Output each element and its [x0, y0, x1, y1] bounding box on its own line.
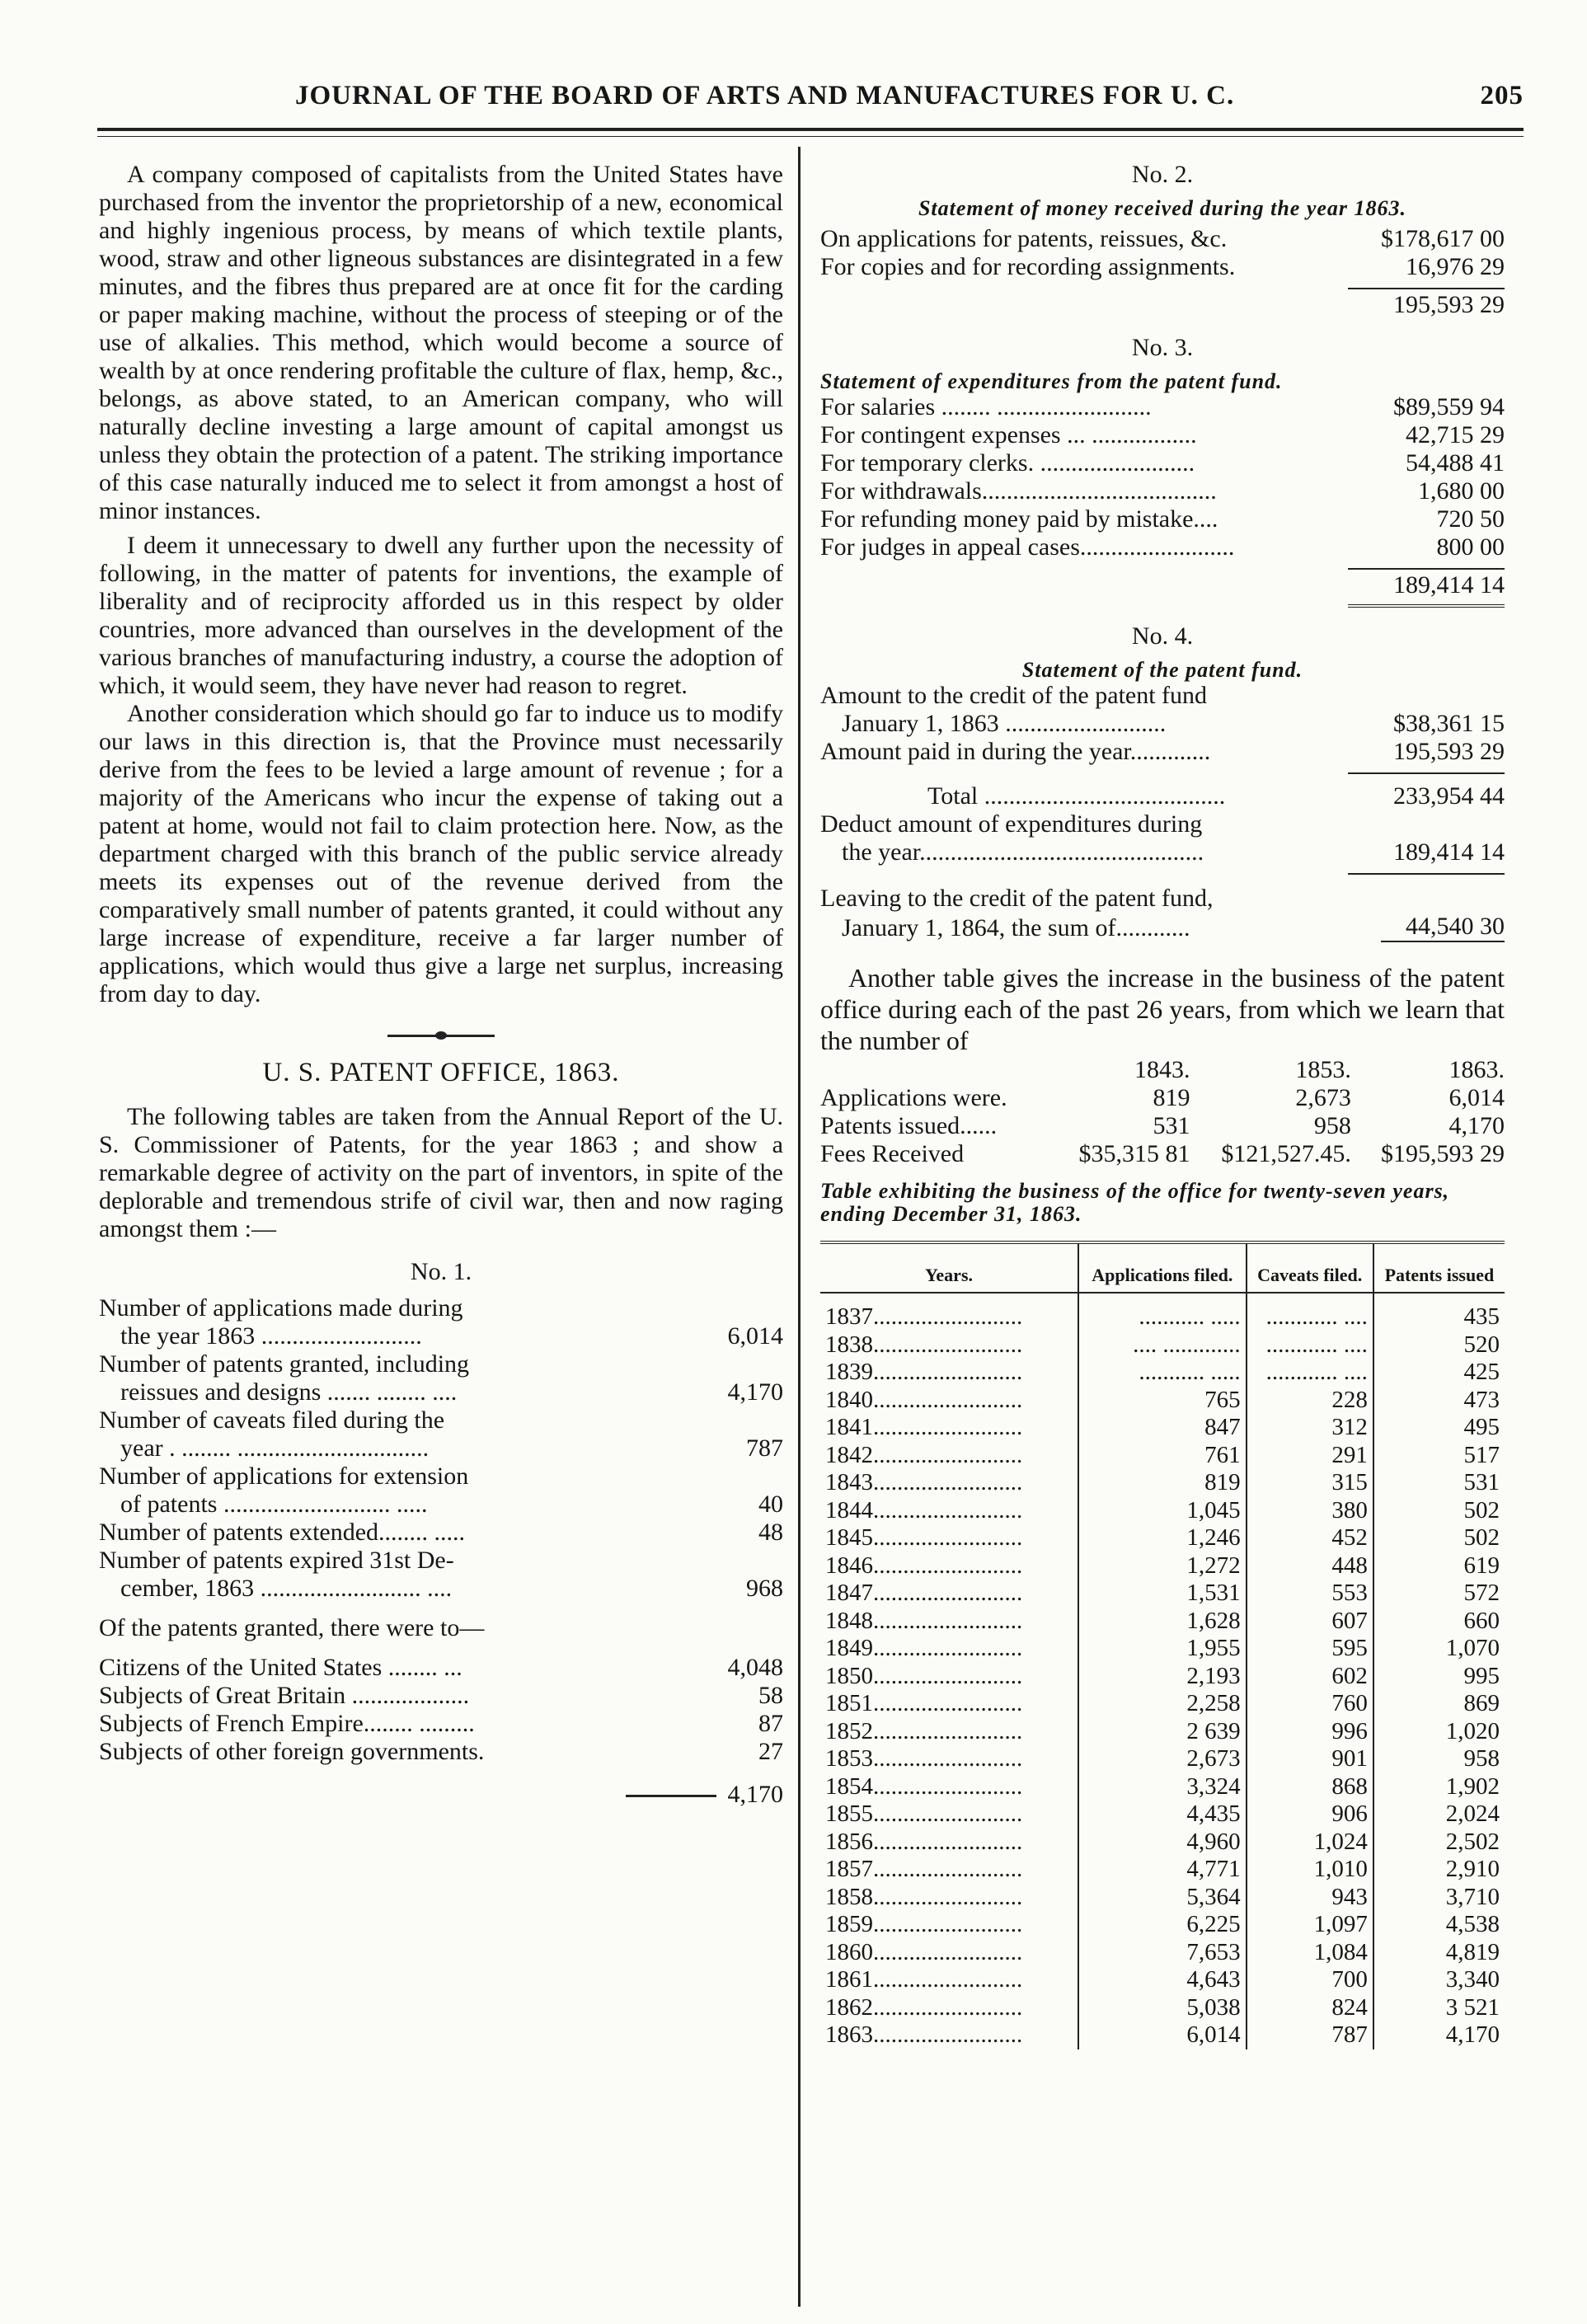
cell-applications: 1,045 — [1078, 1497, 1247, 1525]
no1-item-label: Number of patents granted, including — [99, 1350, 470, 1378]
cell-patents: 495 — [1463, 1414, 1500, 1440]
no4-leaving-label: Leaving to the credit of the patent fund, — [820, 885, 1214, 912]
cell-applications: ........... ..... — [1078, 1359, 1247, 1387]
cell-applications: 819 — [1078, 1469, 1247, 1497]
table-row — [820, 1580, 1505, 1608]
cell-caveats: 901 — [1247, 1745, 1373, 1773]
no4-total-label: Total ....................................... — [927, 782, 1226, 810]
table-row — [820, 1442, 1505, 1470]
no1-item-row — [99, 1322, 783, 1350]
cell-patents: 2,502 — [1445, 1828, 1500, 1855]
cell-year: 1841......................... — [820, 1414, 1078, 1442]
cell-caveats: 1,024 — [1247, 1829, 1373, 1857]
paragraph-revenue: Another consideration which should go far to induce us to modify our laws in this direction is, that the Province must necessarily derive from the fees to be levied a large amount of revenue ; for a majority of the Americans who incur the expense of taking out a patent at home, would not fail to claim protection here. Now, as the department charged with this branch of the public service already meets its expenses out of the revenue derived from the comparatively small number of patents granted, it could without any large increase of expenditure, receive a far larger number of applications, which would thus give a large net surplus, increasing from day to day. — [99, 700, 783, 1007]
granted-item-value: 27 — [758, 1738, 783, 1765]
no1-item-row — [99, 1434, 783, 1462]
no1-item-row — [99, 1519, 783, 1547]
no1-item-row — [99, 1491, 783, 1519]
sum-rule — [1348, 568, 1505, 570]
no4-paid — [820, 738, 1505, 766]
cell-applications: 5,038 — [1078, 1994, 1247, 2022]
no1-item-value: 968 — [746, 1575, 783, 1602]
cell-patents: 2,024 — [1445, 1801, 1500, 1827]
cell-patents: 425 — [1463, 1359, 1500, 1385]
cell-applications: 1,531 — [1078, 1580, 1247, 1608]
page-number: 205 — [1480, 81, 1524, 110]
cell-caveats: 315 — [1247, 1469, 1373, 1497]
table-no1 — [99, 1294, 783, 1603]
no4-credit — [820, 682, 1505, 738]
cell-patents: 3,340 — [1445, 1966, 1500, 1993]
cell-year: 1847......................... — [820, 1580, 1078, 1608]
cell-patents: 4,819 — [1445, 1938, 1500, 1965]
item-label: For contingent expenses ... ................. — [820, 421, 1197, 448]
no1-item — [99, 1547, 783, 1603]
stats-value: $121,527.45. — [1221, 1140, 1351, 1167]
cell-year: 1861......................... — [820, 1966, 1078, 1994]
cell-year: 1844......................... — [820, 1497, 1078, 1525]
no1-item-cont: cember, 1863 .......................... .... — [120, 1575, 453, 1602]
cell-year: 1854......................... — [820, 1773, 1078, 1801]
cell-applications: 2,193 — [1078, 1663, 1247, 1691]
stats-value: $35,315 81 — [1078, 1140, 1190, 1167]
header-years: Years. — [820, 1242, 1078, 1293]
table-row — [820, 1293, 1505, 1331]
table-no2-title: Statement of money received during the year 1863. — [918, 196, 1407, 220]
cell-year: 1838......................... — [820, 1331, 1078, 1359]
paragraph-reciprocity: I deem it unnecessary to dwell any further upon the necessity of following, in the matter of patents for inventions, the example of liberality and of reciprocity afforded us in this respect by older countries, more advanced than ourselves in the development of the various branches of manufacturing industry, a course the adoption of which, it would seem, they have never had reason to regret. — [99, 532, 783, 699]
sum-rule — [1348, 288, 1505, 289]
cell-applications: 4,643 — [1078, 1966, 1247, 1994]
left-column — [99, 161, 783, 1809]
business-table-header — [820, 1242, 1505, 1293]
stats-value: $195,593 29 — [1381, 1140, 1505, 1167]
no1-item-value: 6,014 — [727, 1322, 783, 1350]
table-row — [820, 1663, 1505, 1691]
section-divider-ornament — [387, 1035, 495, 1037]
table-row — [820, 1994, 1505, 2022]
no4-deduct-label: Deduct amount of expenditures during — [820, 810, 1203, 838]
table-no3-title: Statement of expenditures from the patent fund. — [820, 369, 1283, 393]
granted-item — [99, 1710, 783, 1738]
stats-value: 531 — [1153, 1112, 1190, 1139]
no1-item — [99, 1406, 783, 1462]
granted-item-value: 4,048 — [727, 1654, 783, 1681]
no1-item-value: 40 — [758, 1491, 783, 1518]
table-row — [820, 1745, 1505, 1773]
cell-caveats: 452 — [1247, 1524, 1373, 1552]
no3-item — [820, 505, 1505, 533]
no1-item-row — [99, 1378, 783, 1406]
table-row — [820, 1469, 1505, 1497]
cell-year: 1837......................... — [820, 1293, 1078, 1331]
cell-year: 1853......................... — [820, 1745, 1078, 1773]
no4-credit-cont: January 1, 1863 .......................... — [842, 710, 1167, 737]
cell-caveats: 1,097 — [1247, 1911, 1373, 1939]
table-row — [820, 1939, 1505, 1967]
stats-value: 6,014 — [1448, 1084, 1505, 1111]
cell-year: 1839......................... — [820, 1359, 1078, 1387]
item-label: On applications for patents, reissues, &c. — [820, 225, 1228, 252]
no1-item-label: Number of applications for extension — [99, 1462, 469, 1490]
cell-applications: .... ............. — [1078, 1331, 1247, 1359]
cell-caveats: 760 — [1247, 1690, 1373, 1718]
cell-applications: 4,960 — [1078, 1829, 1247, 1857]
no1-item-cont: of patents ........................... ..... — [120, 1491, 428, 1518]
no1-item-value: 4,170 — [727, 1378, 783, 1406]
cell-applications: 4,435 — [1078, 1801, 1247, 1829]
table-row — [820, 1524, 1505, 1552]
right-column — [820, 161, 1505, 2049]
cell-patents: 572 — [1463, 1580, 1500, 1606]
no1-item-label: Number of patents expired 31st De- — [99, 1547, 454, 1574]
cell-patents: 995 — [1463, 1662, 1500, 1689]
table-row — [820, 1966, 1505, 1994]
no4-deduct — [820, 810, 1505, 866]
cell-patents: 531 — [1463, 1469, 1500, 1495]
cell-year: 1850......................... — [820, 1663, 1078, 1691]
column-divider — [798, 147, 801, 2307]
cell-caveats: 868 — [1247, 1773, 1373, 1801]
item-label: For refunding money paid by mistake.... — [820, 505, 1218, 533]
cell-year: 1848......................... — [820, 1608, 1078, 1636]
table-row — [820, 1690, 1505, 1718]
cell-caveats: 824 — [1247, 1994, 1373, 2022]
cell-patents: 473 — [1463, 1386, 1500, 1413]
granted-item-label: Subjects of French Empire........ ......... — [99, 1710, 475, 1737]
journal-title: JOURNAL OF THE BOARD OF ARTS AND MANUFACTURES FOR U. C. — [295, 81, 1235, 110]
business-table — [820, 1241, 1505, 2049]
stats-year-row — [820, 1056, 1505, 1084]
no1-item-cont: year . ........ ............................... — [120, 1434, 430, 1462]
table-row — [820, 1718, 1505, 1746]
granted-item — [99, 1654, 783, 1682]
cell-caveats: 996 — [1247, 1718, 1373, 1746]
table-row — [820, 1911, 1505, 1939]
table-no2 — [820, 225, 1505, 281]
stats-row-label: Applications were. — [820, 1084, 1007, 1111]
cell-patents: 435 — [1463, 1303, 1500, 1330]
paragraph-company: A company composed of capitalists from the United States have purchased from the inventor the proprietorship of a new, economical and highly ingenious process, by means of which textile plants, wood, straw and other ligneous substances are disintegrated in a few minutes, and the fibres thus prepared are at once fit for the carding or paper making machine, without the process of steeping or of the use of alkalies. This method, which would become a source of wealth by at once rendering profitable the culture of flax, hemp, &c., belongs, as above stated, to an American company, who will naturally decline investing a large amount of capital amongst us unless they obtain the protection of a patent. The striking importance of this case naturally induced me to select it from amongst a host of minor instances. — [99, 161, 783, 524]
table-row — [820, 1331, 1505, 1359]
stats-value: 2,673 — [1295, 1084, 1351, 1111]
table-no3 — [820, 393, 1505, 561]
cell-caveats: 906 — [1247, 1801, 1373, 1829]
business-comparison-table — [820, 1056, 1505, 1168]
no3-item — [820, 533, 1505, 561]
granted-total: 4,170 — [727, 1781, 783, 1808]
no4-deduct-cont: the year.............................................. — [842, 838, 1204, 866]
no4-leaving-cont: January 1, 1864, the sum of............ — [842, 914, 1190, 941]
granted-item — [99, 1682, 783, 1710]
cell-year: 1856......................... — [820, 1829, 1078, 1857]
no4-deduct-value: 189,414 14 — [1393, 838, 1505, 866]
stats-value: 819 — [1153, 1084, 1190, 1111]
table-row — [820, 1801, 1505, 1829]
item-value: $89,559 94 — [1393, 393, 1505, 420]
cell-applications: 1,246 — [1078, 1524, 1247, 1552]
cell-caveats: 943 — [1247, 1884, 1373, 1912]
cell-patents: 1,070 — [1445, 1635, 1500, 1661]
no1-item — [99, 1294, 783, 1350]
cell-caveats: 312 — [1247, 1414, 1373, 1442]
no4-credit-value: $38,361 15 — [1393, 710, 1505, 737]
cell-applications: 3,324 — [1078, 1773, 1247, 1801]
table-row — [820, 1552, 1505, 1580]
cell-patents: 3 521 — [1445, 1993, 1500, 2021]
no4-total-value: 233,954 44 — [1393, 782, 1505, 810]
cell-applications: 1,955 — [1078, 1635, 1247, 1663]
cell-applications: 1,272 — [1078, 1552, 1247, 1580]
no4-credit-label: Amount to the credit of the patent fund — [820, 682, 1208, 709]
cell-applications: 2,673 — [1078, 1745, 1247, 1773]
no3-item — [820, 449, 1505, 477]
item-label: For temporary clerks. ......................... — [820, 449, 1195, 477]
cell-patents: 660 — [1463, 1607, 1500, 1634]
table-no2-label: No. 2. — [1131, 161, 1194, 188]
cell-year: 1852......................... — [820, 1718, 1078, 1746]
granted-item-label: Subjects of other foreign governments. — [99, 1738, 485, 1765]
table-no2-total: 195,593 29 — [1393, 291, 1505, 318]
stats-value: 4,170 — [1448, 1112, 1505, 1139]
item-value: 54,488 41 — [1406, 449, 1505, 477]
cell-applications: 2,258 — [1078, 1690, 1247, 1718]
header-applications: Applications filed. — [1078, 1242, 1247, 1293]
cell-caveats: 553 — [1247, 1580, 1373, 1608]
no2-item — [820, 253, 1505, 281]
cell-patents: 520 — [1463, 1331, 1500, 1358]
cell-patents: 517 — [1463, 1441, 1500, 1468]
stats-row-label: Patents issued...... — [820, 1112, 998, 1139]
cell-year: 1863......................... — [820, 2021, 1078, 2049]
table-row — [820, 1773, 1505, 1801]
table-row — [820, 1497, 1505, 1525]
cell-year: 1858......................... — [820, 1884, 1078, 1912]
cell-caveats: ............ .... — [1247, 1331, 1373, 1359]
no3-item — [820, 393, 1505, 421]
header-caveats: Caveats filed. — [1247, 1242, 1373, 1293]
table-no1-label: No. 1. — [410, 1258, 472, 1285]
granted-total-row — [99, 1781, 783, 1809]
item-label: For judges in appeal cases......................... — [820, 533, 1235, 561]
item-value: 800 00 — [1436, 533, 1505, 561]
table-row — [820, 1856, 1505, 1884]
no1-item-label: Number of applications made during — [99, 1294, 463, 1322]
table-no3-total: 189,414 14 — [1393, 571, 1505, 599]
cell-caveats: 602 — [1247, 1663, 1373, 1691]
cell-year: 1859......................... — [820, 1911, 1078, 1939]
no4-paid-label: Amount paid in during the year............. — [820, 738, 1211, 765]
table-no4-title: Statement of the patent fund. — [1021, 658, 1303, 682]
business-table-body — [820, 1293, 1505, 2049]
cell-year: 1860......................... — [820, 1939, 1078, 1967]
business-table-title: Table exhibiting the business of the office for twenty-seven years, ending December 31, 1863. — [820, 1179, 1450, 1226]
cell-applications: 761 — [1078, 1442, 1247, 1470]
cell-patents: 4,538 — [1445, 1911, 1500, 1937]
header-rule-thin — [97, 136, 1524, 137]
cell-applications: 4,771 — [1078, 1856, 1247, 1884]
item-label: For withdrawals...................................... — [820, 477, 1217, 505]
cell-caveats: 380 — [1247, 1497, 1373, 1525]
stats-row — [820, 1084, 1505, 1112]
no3-item — [820, 421, 1505, 449]
cell-year: 1849......................... — [820, 1635, 1078, 1663]
item-value: $178,617 00 — [1381, 225, 1505, 252]
total-rule — [626, 1795, 716, 1797]
cell-year: 1855......................... — [820, 1801, 1078, 1829]
cell-year: 1843......................... — [820, 1469, 1078, 1497]
cell-patents: 1,020 — [1445, 1717, 1500, 1744]
no1-item — [99, 1519, 783, 1547]
cell-patents: 2,910 — [1445, 1856, 1500, 1882]
granted-item-label: Subjects of Great Britain ................... — [99, 1682, 470, 1709]
granted-list — [99, 1654, 783, 1766]
table-row — [820, 1387, 1505, 1415]
no1-item-value: 787 — [746, 1434, 783, 1462]
cell-patents: 502 — [1463, 1524, 1500, 1551]
double-rule — [1348, 604, 1505, 608]
item-label: For salaries ........ ......................... — [820, 393, 1152, 420]
cell-applications: ........... ..... — [1078, 1293, 1247, 1331]
cell-year: 1840......................... — [820, 1387, 1078, 1415]
cell-caveats: 1,084 — [1247, 1939, 1373, 1967]
no1-item — [99, 1462, 783, 1519]
stats-year: 1843. — [1134, 1056, 1190, 1083]
no4-leaving — [820, 885, 1505, 942]
no1-item-cont: the year 1863 .......................... — [120, 1322, 422, 1350]
item-value: 16,976 29 — [1406, 253, 1505, 280]
cell-year: 1842......................... — [820, 1442, 1078, 1470]
cell-caveats: ............ .... — [1247, 1359, 1373, 1387]
table-row — [820, 1829, 1505, 1857]
cell-caveats: 787 — [1247, 2021, 1373, 2049]
item-value: 720 50 — [1436, 505, 1505, 533]
item-value: 1,680 00 — [1418, 477, 1505, 505]
cell-caveats: 448 — [1247, 1552, 1373, 1580]
cell-year: 1851......................... — [820, 1690, 1078, 1718]
cell-applications: 1,628 — [1078, 1608, 1247, 1636]
cell-year: 1857......................... — [820, 1856, 1078, 1884]
cell-caveats: 607 — [1247, 1608, 1373, 1636]
stats-value: 958 — [1313, 1112, 1351, 1139]
cell-patents: 958 — [1463, 1745, 1500, 1772]
header-patents: Patents issued — [1373, 1242, 1505, 1293]
no3-item — [820, 477, 1505, 505]
no4-total — [820, 782, 1505, 810]
cell-caveats: ............ .... — [1247, 1293, 1373, 1331]
cell-applications: 5,364 — [1078, 1884, 1247, 1912]
cell-patents: 1,902 — [1445, 1772, 1500, 1800]
sum-rule — [1348, 873, 1505, 875]
granted-item-value: 58 — [758, 1682, 783, 1709]
cell-applications: 2 639 — [1078, 1718, 1247, 1746]
table-row — [820, 1635, 1505, 1663]
item-label: For copies and for recording assignments. — [820, 253, 1236, 280]
cell-patents: 869 — [1463, 1690, 1500, 1716]
section-title: U. S. PATENT OFFICE, 1863. — [262, 1058, 620, 1087]
paragraph-intro: The following tables are taken from the Annual Report of the U. S. Commissioner of Patents, for the year 1863 ; and show a remarkable degree of activity on the part of inventors, in spite of the deplorable and tremendous strife of civil war, then and now raging amongst them :— — [99, 1103, 783, 1242]
no4-leaving-value: 44,540 30 — [1381, 913, 1505, 942]
no1-item-row — [99, 1575, 783, 1603]
granted-item-value: 87 — [758, 1710, 783, 1737]
no1-item — [99, 1350, 783, 1406]
no1-item-label: Number of patents extended........ ..... — [99, 1519, 466, 1546]
paragraph-business: Another table gives the increase in the business of the patent office during each of the past 26 years, from which we learn that the number of — [820, 963, 1505, 1055]
cell-year: 1862......................... — [820, 1994, 1078, 2022]
cell-applications: 765 — [1078, 1387, 1247, 1415]
header-rule — [97, 128, 1524, 131]
no1-item-value: 48 — [758, 1519, 783, 1546]
no4-paid-value: 195,593 29 — [1393, 738, 1505, 765]
granted-item — [99, 1738, 783, 1766]
cell-caveats: 1,010 — [1247, 1856, 1373, 1884]
cell-applications: 847 — [1078, 1414, 1247, 1442]
cell-applications: 6,225 — [1078, 1911, 1247, 1939]
cell-patents: 3,710 — [1445, 1883, 1500, 1910]
table-row — [820, 2021, 1505, 2049]
stats-row — [820, 1140, 1505, 1168]
cell-caveats: 291 — [1247, 1442, 1373, 1470]
table-no4-label: No. 4. — [1131, 622, 1194, 650]
no1-item-label: Number of caveats filed during the — [99, 1406, 445, 1434]
table-no3-label: No. 3. — [1131, 334, 1194, 361]
table-row — [820, 1608, 1505, 1636]
stats-year: 1853. — [1295, 1056, 1351, 1083]
no1-item-cont: reissues and designs ....... ........ .... — [120, 1378, 458, 1406]
cell-patents: 502 — [1463, 1496, 1500, 1524]
cell-year: 1845......................... — [820, 1524, 1078, 1552]
stats-row-label: Fees Received — [820, 1140, 965, 1167]
sum-rule — [1348, 772, 1505, 774]
cell-applications: 7,653 — [1078, 1939, 1247, 1967]
cell-caveats: 228 — [1247, 1387, 1373, 1415]
stats-row — [820, 1112, 1505, 1140]
cell-year: 1846......................... — [820, 1552, 1078, 1580]
stats-year: 1863. — [1448, 1056, 1505, 1083]
no2-item — [820, 225, 1505, 253]
table-row — [820, 1414, 1505, 1442]
item-value: 42,715 29 — [1406, 421, 1505, 448]
table-row — [820, 1359, 1505, 1387]
table-row — [820, 1884, 1505, 1912]
cell-patents: 4,170 — [1445, 2021, 1500, 2048]
cell-patents: 619 — [1463, 1552, 1500, 1579]
granted-item-label: Citizens of the United States ........ ... — [99, 1654, 462, 1681]
cell-caveats: 595 — [1247, 1635, 1373, 1663]
cell-applications: 6,014 — [1078, 2021, 1247, 2049]
granted-intro: Of the patents granted, there were to— — [99, 1614, 485, 1641]
cell-caveats: 700 — [1247, 1966, 1373, 1994]
